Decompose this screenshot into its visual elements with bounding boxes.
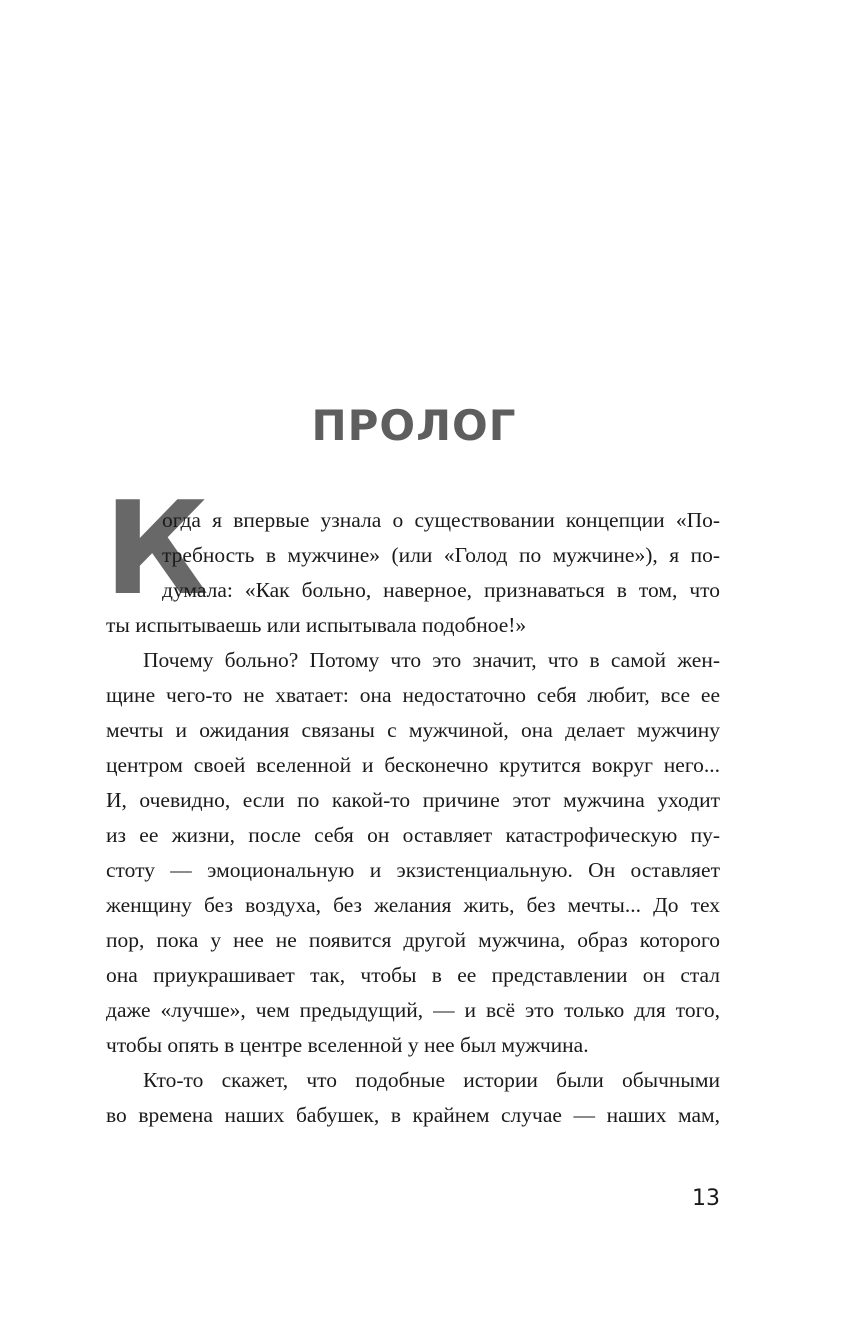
text-line: Почему больно? Потому что это значит, что в самой жен-	[143, 648, 720, 672]
text-line: чтобы опять в центре вселенной у нее был мужчина.	[106, 1033, 589, 1057]
chapter-title: ПРОЛОГ	[311, 401, 517, 450]
text-line: щине чего-то не хватает: она недостаточно себя любит, все ее	[106, 683, 720, 707]
text-line: огда я впервые узнала о существовании концепции «По-	[162, 508, 720, 532]
text-line: мечты и ожидания связаны с мужчиной, она делает мужчину	[106, 718, 720, 742]
drop-cap: К	[104, 475, 209, 624]
text-line: из ее жизни, после себя он оставляет катастрофическую пу-	[106, 823, 720, 847]
text-line: Кто-то скажет, что подобные истории были обычными	[143, 1068, 720, 1092]
text-line: центром своей вселенной и бесконечно крутится вокруг него...	[106, 753, 720, 777]
text-line: женщину без воздуха, без желания жить, без мечты... До тех	[106, 893, 720, 917]
text-line: И, очевидно, если по какой-то причине этот мужчина уходит	[106, 788, 720, 812]
text-line: ты испытываешь или испытывала подобное!»	[106, 613, 527, 637]
text-line: требность в мужчине» (или «Голод по мужчине»), я по-	[162, 543, 720, 567]
text-line: даже «лучше», чем предыдущий, — и всё это только для того,	[106, 998, 720, 1022]
text-line: во времена наших бабушек, в крайнем случае — наших мам,	[106, 1103, 720, 1127]
page-number: 13	[692, 1186, 720, 1211]
text-line: стоту — эмоциональную и экзистенциальную. Он оставляет	[106, 858, 720, 882]
text-line: пор, пока у нее не появится другой мужчина, образ которого	[106, 928, 720, 952]
text-line: думала: «Как больно, наверное, признаваться в том, что	[162, 578, 720, 602]
text-line: она приукрашивает так, чтобы в ее представлении он стал	[106, 963, 720, 987]
